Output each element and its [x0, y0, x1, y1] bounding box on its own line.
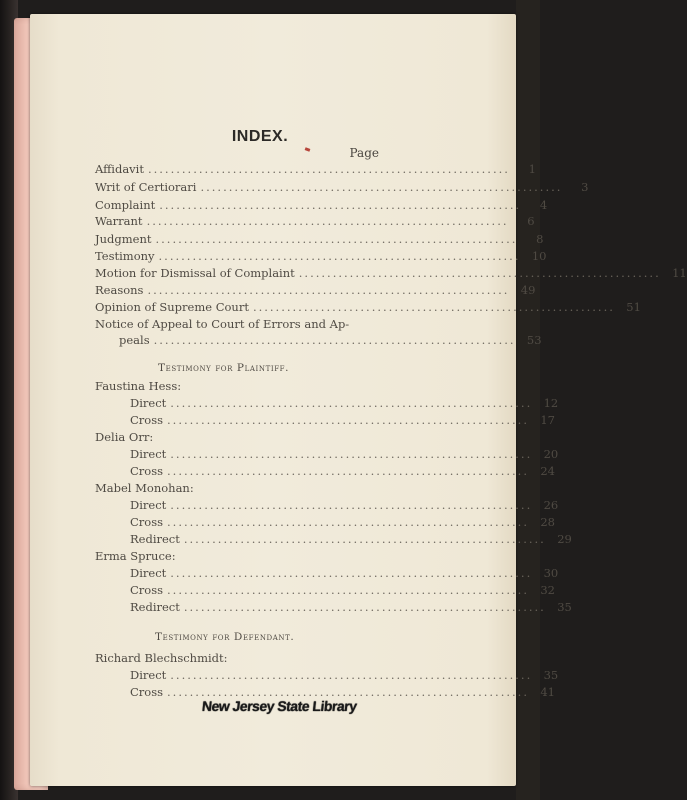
testimony-entry: Direct ................................................................ 26 [130, 498, 559, 512]
testimony-entry: Cross ................................................................ 32 [130, 583, 555, 597]
index-entry: Judgment ................................................................ 8 [95, 232, 544, 246]
page-column-header: Page [349, 146, 379, 160]
index-entry: Reasons ................................................................ 49 [95, 283, 536, 297]
index-entry: Opinion of Supreme Court ................................................................ 51 [95, 300, 641, 314]
testimony-entry: Cross ................................................................ 17 [130, 413, 555, 427]
testimony-entry: Cross ................................................................ 24 [130, 464, 555, 478]
section-heading-defendant: Testimony for Defendant. [155, 631, 295, 643]
index-entry: peals ................................................................ 53 [119, 333, 542, 347]
witness-name: Erma Spruce: [95, 549, 176, 563]
index-entry: Motion for Dismissal of Complaint ................................................................ 11 [95, 266, 687, 280]
testimony-entry: Redirect ................................................................ 35 [130, 600, 572, 614]
index-entry: Affidavit ................................................................ 1 [95, 162, 536, 176]
witness-name: Mabel Monohan: [95, 481, 194, 495]
testimony-entry: Direct ................................................................ 20 [130, 447, 559, 461]
index-entry: Warrant ................................................................ 6 [95, 214, 535, 228]
testimony-entry: Direct ................................................................ 30 [130, 566, 559, 580]
index-entry: Testimony ................................................................ 10 [95, 249, 547, 263]
witness-name: Faustina Hess: [95, 379, 182, 393]
witness-name: Delia Orr: [95, 430, 154, 444]
witness-name: Richard Blechschmidt: [95, 651, 228, 665]
testimony-entry: Cross ................................................................ 41 [130, 685, 555, 699]
testimony-entry: Direct ................................................................ 35 [130, 668, 559, 682]
page-title: INDEX. [231, 128, 289, 145]
library-stamp: New Jersey State Library [201, 698, 358, 714]
index-entry: Notice of Appeal to Court of Errors and Ap- [95, 317, 350, 331]
index-entry: Complaint ................................................................ 4 [95, 198, 548, 212]
testimony-entry: Direct ................................................................ 12 [130, 396, 559, 410]
testimony-entry: Cross ................................................................ 28 [130, 515, 555, 529]
section-heading-plaintiff: Testimony for Plaintiff. [158, 362, 290, 374]
testimony-entry: Redirect ................................................................ 29 [130, 532, 572, 546]
index-entry: Writ of Certiorari ................................................................ 3 [95, 180, 589, 194]
